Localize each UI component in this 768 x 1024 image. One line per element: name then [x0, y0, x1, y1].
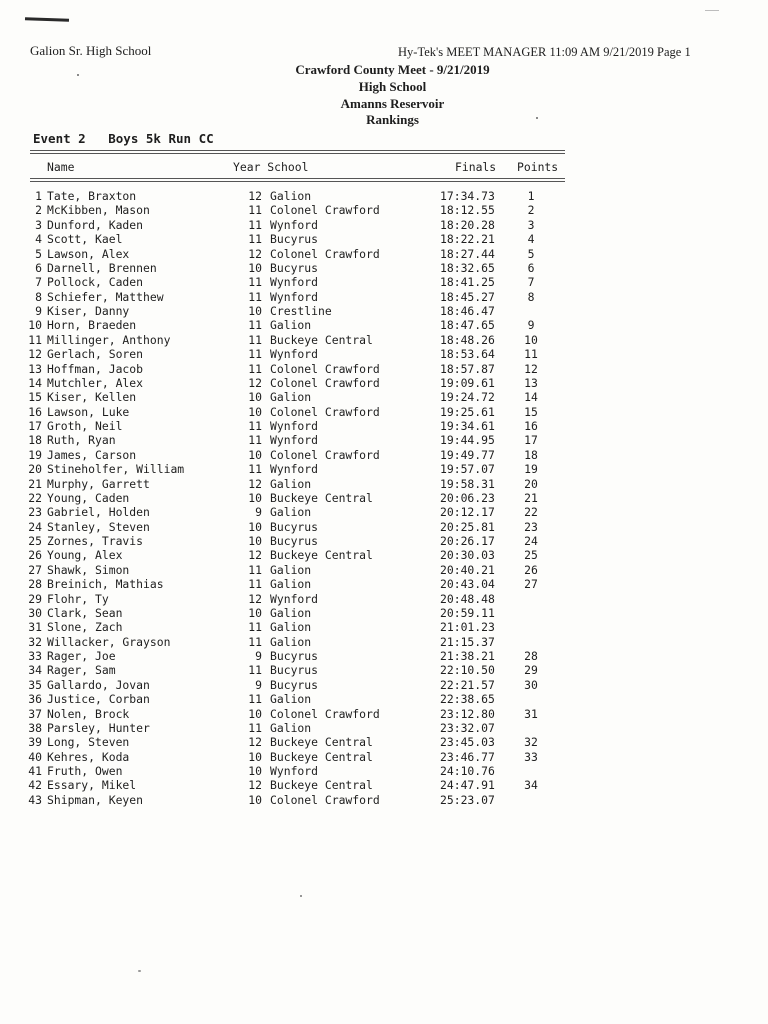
result-school: Buckeye Central	[270, 332, 373, 347]
result-place: 33	[28, 649, 42, 663]
column-header-year-school: Year School	[233, 160, 309, 174]
result-time: 20:06.23	[440, 490, 495, 505]
result-year: 11	[248, 347, 262, 362]
result-place: 41	[28, 764, 42, 778]
result-points: 30	[524, 677, 538, 692]
result-points: 17	[524, 433, 538, 448]
result-place: 40	[28, 749, 42, 764]
result-school: Bucyrus	[270, 519, 319, 534]
result-points: 15	[524, 404, 538, 419]
result-points: 9	[527, 318, 535, 333]
result-year: 10	[248, 706, 262, 721]
result-time: 19:57.07	[440, 462, 495, 477]
result-name: Justice, Corban	[47, 692, 150, 707]
column-header-points: Points	[517, 160, 559, 174]
result-school: Wynford	[270, 275, 319, 290]
result-points: 23	[524, 519, 538, 534]
result-name: James, Carson	[47, 447, 137, 462]
result-time: 20:40.21	[440, 562, 495, 577]
result-school: Galion	[270, 562, 312, 577]
result-time: 23:46.77	[440, 749, 495, 764]
result-place: 26	[28, 548, 42, 563]
result-year: 11	[248, 332, 262, 347]
column-header-finals: Finals	[455, 160, 497, 174]
result-points: 22	[524, 505, 538, 520]
result-place: 21	[28, 476, 42, 491]
result-place: 11	[28, 332, 42, 347]
result-school: Wynford	[270, 764, 319, 778]
result-school: Wynford	[270, 591, 319, 606]
venue-title: Amanns Reservoir	[340, 96, 445, 111]
result-name: Essary, Mikel	[47, 778, 137, 793]
result-school: Colonel Crawford	[270, 792, 380, 807]
result-year: 10	[248, 260, 262, 275]
result-place: 23	[28, 505, 42, 520]
result-year: 10	[248, 490, 262, 505]
result-time: 18:53.64	[440, 347, 495, 362]
result-place: 17	[28, 419, 42, 433]
result-time: 20:30.03	[440, 548, 495, 563]
result-year: 12	[248, 735, 262, 750]
result-name: Schiefer, Matthew	[47, 289, 164, 304]
result-time: 19:25.61	[440, 404, 495, 419]
result-time: 24:10.76	[440, 764, 495, 778]
result-school: Crestline	[270, 304, 332, 318]
result-place: 20	[28, 462, 42, 477]
result-school: Galion	[270, 692, 312, 707]
report-title: Rankings	[366, 112, 419, 127]
result-time: 20:59.11	[440, 605, 495, 620]
result-place: 10	[28, 318, 42, 333]
result-time: 19:24.72	[440, 390, 495, 405]
result-place: 34	[28, 663, 42, 678]
result-year: 9	[255, 649, 262, 663]
result-year: 10	[248, 534, 262, 548]
division-title: High School	[358, 79, 427, 94]
result-place: 9	[35, 304, 42, 318]
result-points: 20	[524, 476, 538, 491]
result-school: Wynford	[270, 419, 319, 433]
result-name: Shipman, Keyen	[47, 792, 144, 807]
result-name: Zornes, Travis	[47, 534, 144, 548]
result-year: 10	[248, 404, 262, 419]
result-year: 11	[248, 275, 262, 290]
result-year: 9	[255, 505, 262, 520]
result-place: 19	[28, 447, 42, 462]
result-year: 12	[248, 591, 262, 606]
result-place: 38	[28, 720, 42, 735]
result-points: 28	[524, 649, 538, 663]
result-year: 11	[248, 692, 262, 707]
result-school: Galion	[270, 577, 312, 592]
result-year: 11	[248, 361, 262, 376]
result-name: Gallardo, Jovan	[47, 677, 150, 692]
result-time: 21:01.23	[440, 620, 495, 635]
result-points: 1	[527, 189, 535, 203]
result-place: 28	[28, 577, 42, 592]
result-points: 11	[524, 347, 538, 362]
result-school: Colonel Crawford	[270, 203, 380, 218]
result-school: Galion	[270, 605, 312, 620]
result-year: 11	[248, 634, 262, 649]
result-school: Buckeye Central	[270, 749, 373, 764]
result-points: 6	[527, 260, 535, 275]
result-points: 5	[527, 246, 535, 261]
result-time: 18:32.65	[440, 260, 495, 275]
result-time: 18:22.21	[440, 232, 495, 247]
result-name: Flohr, Ty	[47, 591, 109, 606]
result-name: Young, Caden	[47, 490, 130, 505]
header-rule-bottom	[30, 178, 565, 182]
result-year: 10	[248, 749, 262, 764]
result-place: 3	[35, 217, 42, 232]
result-place: 8	[35, 289, 42, 304]
result-time: 19:09.61	[440, 375, 495, 390]
result-name: Horn, Braeden	[47, 318, 137, 333]
result-place: 5	[35, 246, 42, 261]
result-name: Darnell, Brennen	[47, 260, 157, 275]
result-school: Colonel Crawford	[270, 375, 380, 390]
result-time: 20:48.48	[440, 591, 495, 606]
result-time: 22:10.50	[440, 663, 495, 678]
result-time: 23:12.80	[440, 706, 495, 721]
result-name: Rager, Sam	[47, 663, 116, 678]
result-points: 4	[527, 232, 535, 247]
result-place: 14	[28, 375, 42, 390]
result-points: 27	[524, 577, 538, 592]
result-name: McKibben, Mason	[47, 203, 150, 218]
result-place: 24	[28, 519, 42, 534]
result-time: 22:38.65	[440, 692, 495, 707]
result-place: 15	[28, 390, 42, 405]
scan-speck	[536, 117, 538, 119]
result-name: Young, Alex	[47, 548, 123, 563]
scan-mark	[705, 10, 719, 11]
result-time: 18:57.87	[440, 361, 495, 376]
result-name: Stineholfer, William	[47, 462, 185, 477]
result-points: 19	[524, 462, 538, 477]
result-time: 21:38.21	[440, 649, 495, 663]
result-time: 18:46.47	[440, 304, 495, 318]
result-place: 43	[28, 792, 42, 807]
result-place: 6	[35, 260, 42, 275]
software-stamp: Hy-Tek's MEET MANAGER 11:09 AM 9/21/2019 Page 1	[398, 45, 691, 59]
result-school: Galion	[270, 505, 312, 520]
result-school: Wynford	[270, 347, 319, 362]
meet-title: Crawford County Meet - 9/21/2019	[295, 62, 490, 77]
result-year: 10	[248, 304, 262, 318]
result-time: 21:15.37	[440, 634, 495, 649]
result-place: 4	[35, 232, 42, 247]
result-time: 19:44.95	[440, 433, 495, 448]
result-name: Kiser, Danny	[47, 304, 130, 318]
result-time: 20:12.17	[440, 505, 495, 520]
result-time: 23:32.07	[440, 720, 495, 735]
event-title: Event 2 Boys 5k Run CC	[33, 131, 214, 146]
result-year: 10	[248, 764, 262, 778]
result-points: 8	[527, 289, 535, 304]
result-time: 20:26.17	[440, 534, 495, 548]
result-year: 9	[255, 677, 262, 692]
result-points: 16	[524, 419, 538, 433]
result-place: 25	[28, 534, 42, 548]
result-year: 10	[248, 390, 262, 405]
result-name: Kiser, Kellen	[47, 390, 137, 405]
result-school: Galion	[270, 390, 312, 405]
result-time: 20:43.04	[440, 577, 495, 592]
result-points: 24	[524, 534, 538, 548]
result-place: 13	[28, 361, 42, 376]
result-points: 2	[527, 203, 535, 218]
result-school: Galion	[270, 720, 312, 735]
result-school: Wynford	[270, 217, 319, 232]
result-place: 12	[28, 347, 42, 362]
result-name: Tate, Braxton	[47, 189, 137, 203]
result-year: 11	[248, 577, 262, 592]
scan-pen-mark	[25, 17, 69, 22]
result-name: Parsley, Hunter	[47, 720, 150, 735]
result-place: 36	[28, 692, 42, 707]
result-points: 34	[524, 778, 538, 793]
result-place: 42	[28, 778, 42, 793]
result-place: 2	[35, 203, 42, 218]
result-time: 19:49.77	[440, 447, 495, 462]
result-name: Lawson, Luke	[47, 404, 130, 419]
result-year: 11	[248, 562, 262, 577]
result-school: Colonel Crawford	[270, 706, 380, 721]
result-time: 18:45.27	[440, 289, 495, 304]
result-school: Wynford	[270, 462, 319, 477]
result-school: Bucyrus	[270, 232, 319, 247]
result-year: 10	[248, 519, 262, 534]
result-school: Galion	[270, 318, 312, 333]
result-points: 12	[524, 361, 538, 376]
result-name: Breinich, Mathias	[47, 577, 164, 592]
result-name: Dunford, Kaden	[47, 217, 144, 232]
result-school: Bucyrus	[270, 260, 319, 275]
result-name: Willacker, Grayson	[47, 634, 171, 649]
result-name: Groth, Neil	[47, 419, 123, 433]
result-school: Galion	[270, 189, 312, 203]
result-name: Ruth, Ryan	[47, 433, 116, 448]
result-time: 20:25.81	[440, 519, 495, 534]
result-year: 11	[248, 318, 262, 333]
result-school: Colonel Crawford	[270, 361, 380, 376]
result-place: 29	[28, 591, 42, 606]
result-name: Fruth, Owen	[47, 764, 123, 778]
result-year: 12	[248, 548, 262, 563]
result-time: 23:45.03	[440, 735, 495, 750]
result-year: 10	[248, 605, 262, 620]
result-time: 18:27.44	[440, 246, 495, 261]
scan-speck	[77, 74, 79, 76]
result-name: Shawk, Simon	[47, 562, 130, 577]
host-school: Galion Sr. High School	[30, 43, 152, 58]
result-place: 39	[28, 735, 42, 750]
result-points: 21	[524, 490, 538, 505]
result-name: Lawson, Alex	[47, 246, 130, 261]
result-year: 11	[248, 433, 262, 448]
result-time: 22:21.57	[440, 677, 495, 692]
result-place: 32	[28, 634, 42, 649]
result-year: 12	[248, 476, 262, 491]
result-points: 26	[524, 562, 538, 577]
result-points: 32	[524, 735, 538, 750]
result-points: 14	[524, 390, 538, 405]
result-points: 33	[524, 749, 538, 764]
result-year: 11	[248, 720, 262, 735]
result-name: Pollock, Caden	[47, 275, 144, 290]
result-name: Clark, Sean	[47, 605, 123, 620]
result-points: 29	[524, 663, 538, 678]
result-year: 12	[248, 375, 262, 390]
result-school: Bucyrus	[270, 649, 319, 663]
result-year: 11	[248, 203, 262, 218]
result-school: Buckeye Central	[270, 490, 373, 505]
result-year: 11	[248, 289, 262, 304]
result-school: Bucyrus	[270, 534, 319, 548]
result-school: Bucyrus	[270, 677, 319, 692]
result-time: 25:23.07	[440, 792, 495, 807]
result-time: 19:58.31	[440, 476, 495, 491]
result-points: 25	[524, 548, 538, 563]
result-school: Colonel Crawford	[270, 404, 380, 419]
result-school: Colonel Crawford	[270, 447, 380, 462]
scan-speck	[300, 895, 302, 897]
result-time: 18:20.28	[440, 217, 495, 232]
result-points: 31	[524, 706, 538, 721]
result-year: 11	[248, 232, 262, 247]
result-year: 11	[248, 419, 262, 433]
scan-speck	[138, 970, 141, 972]
result-time: 17:34.73	[440, 189, 495, 203]
result-time: 24:47.91	[440, 778, 495, 793]
result-name: Millinger, Anthony	[47, 332, 171, 347]
result-year: 11	[248, 663, 262, 678]
column-header-name: Name	[47, 160, 75, 174]
result-points: 3	[527, 217, 535, 232]
result-name: Gerlach, Soren	[47, 347, 144, 362]
result-school: Galion	[270, 620, 312, 635]
result-school: Bucyrus	[270, 663, 319, 678]
result-year: 12	[248, 189, 262, 203]
result-name: Nolen, Brock	[47, 706, 130, 721]
result-place: 31	[28, 620, 42, 635]
result-points: 10	[524, 332, 538, 347]
result-name: Long, Steven	[47, 735, 130, 750]
result-school: Buckeye Central	[270, 778, 373, 793]
result-school: Buckeye Central	[270, 735, 373, 750]
result-points: 18	[524, 447, 538, 462]
result-time: 18:41.25	[440, 275, 495, 290]
result-year: 10	[248, 447, 262, 462]
result-year: 12	[248, 778, 262, 793]
result-place: 37	[28, 706, 42, 721]
result-place: 27	[28, 562, 42, 577]
result-time: 18:12.55	[440, 203, 495, 218]
result-name: Murphy, Garrett	[47, 476, 150, 491]
result-place: 7	[35, 275, 42, 290]
result-points: 7	[527, 275, 535, 290]
result-year: 12	[248, 246, 262, 261]
result-school: Buckeye Central	[270, 548, 373, 563]
result-time: 18:48.26	[440, 332, 495, 347]
result-year: 11	[248, 620, 262, 635]
result-school: Galion	[270, 634, 312, 649]
result-name: Hoffman, Jacob	[47, 361, 144, 376]
result-school: Wynford	[270, 433, 319, 448]
result-place: 16	[28, 404, 42, 419]
result-points: 13	[524, 375, 538, 390]
result-name: Stanley, Steven	[47, 519, 150, 534]
result-place: 1	[35, 189, 42, 203]
result-name: Rager, Joe	[47, 649, 116, 663]
result-name: Mutchler, Alex	[47, 375, 144, 390]
result-school: Galion	[270, 476, 312, 491]
result-school: Colonel Crawford	[270, 246, 380, 261]
result-year: 11	[248, 462, 262, 477]
result-name: Gabriel, Holden	[47, 505, 150, 520]
result-school: Wynford	[270, 289, 319, 304]
result-time: 18:47.65	[440, 318, 495, 333]
result-place: 30	[28, 605, 42, 620]
result-year: 11	[248, 217, 262, 232]
result-year: 10	[248, 792, 262, 807]
result-time: 19:34.61	[440, 419, 495, 433]
result-name: Slone, Zach	[47, 620, 123, 635]
result-name: Scott, Kael	[47, 232, 123, 247]
result-place: 35	[28, 677, 42, 692]
result-place: 22	[28, 490, 42, 505]
result-place: 18	[28, 433, 42, 448]
header-rule-top	[30, 150, 565, 154]
result-name: Kehres, Koda	[47, 749, 130, 764]
